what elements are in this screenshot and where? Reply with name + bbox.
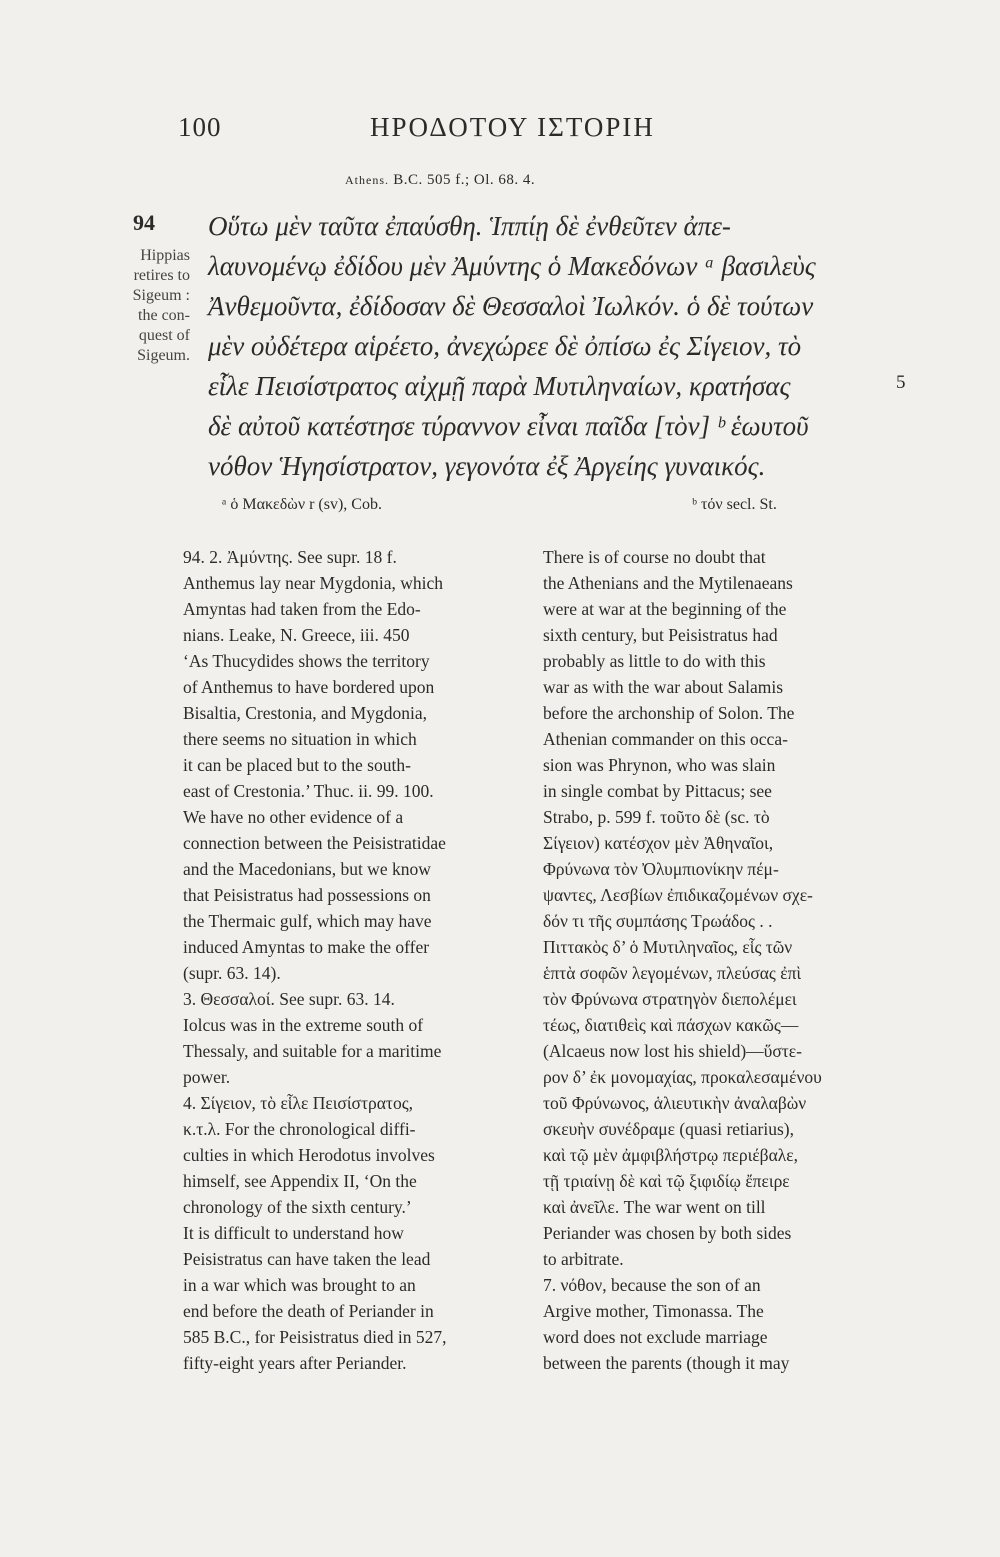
commentary-line: τοῦ Φρύνωνος, ἁλιευτικὴν ἀναλαβὼν [543,1093,807,1113]
running-head [178,112,883,152]
sidenote-line: quest of [138,327,190,344]
chapter-number: 94 [133,210,155,235]
commentary-line: ἑπτὰ σοφῶν λεγομένων, πλεύσας ἐπὶ [543,963,802,983]
apparatus-note-b: ᵇ τόν secl. St. [692,496,777,513]
commentary-line: and the Macedonians, but we know [183,859,431,879]
sidenote-line: retires to [133,267,190,284]
text-line: Οὕτω μὲν ταῦτα ἐπαύσθη. Ἱππίῃ δὲ ἐνθεῦτεν ἀπε- [208,211,731,241]
sidenote-line: the con- [138,307,190,324]
commentary-line: τῇ τριαίνῃ δὲ καὶ τῷ ξιφιδίῳ ἔπειρε [543,1171,790,1191]
commentary-line: ‘As Thucydides shows the territory [183,651,430,671]
commentary-line: Anthemus lay near Mygdonia, which [183,573,444,593]
page-number: 100 [178,112,222,142]
commentary-line: Bisaltia, Crestonia, and Mygdonia, [183,703,427,723]
line-number: 5 [896,372,906,393]
commentary-line: (Alcaeus now lost his shield)—ὕστε- [543,1041,802,1061]
commentary-line: We have no other evidence of a [183,807,404,827]
commentary-line: between the parents (though it may [543,1353,790,1373]
commentary-line: (supr. 63. 14). [183,963,281,983]
commentary-line: Strabo, p. 599 f. τοῦτο δὲ (sc. τὸ [543,807,770,827]
commentary-line: sion was Phrynon, who was slain [543,755,776,775]
text-line: εἷλε Πεισίστρατος αἰχμῇ παρὰ Μυτιληναίων, κρατήσας [208,371,791,401]
commentary-line: Iolcus was in the extreme south of [183,1015,424,1035]
commentary-line: fifty-eight years after Periander. [183,1353,407,1373]
commentary-line: τὸν Φρύνωνα στρατηγὸν διεπολέμει [543,989,797,1009]
commentary-line: ρον δ’ ἐκ μονομαχίας, προκαλεσαμένου [543,1067,822,1087]
commentary-line: Πιττακὸς δ’ ὁ Μυτιληναῖος, εἷς τῶν [543,937,793,957]
commentary-line: There is of course no doubt that [543,547,766,567]
sidenote-line: Sigeum. [137,347,190,364]
sidenote [112,246,190,366]
commentary-line: κ.τ.λ. For the chronological diffi- [183,1119,416,1139]
commentary-line: connection between the Peisistratidae [183,833,446,853]
text-line: δὲ αὐτοῦ κατέστησε τύραννον εἶναι παῖδα [τὸν] ᵇ ἑωυτοῦ [208,411,809,441]
commentary-line: in single combat by Pittacus; see [543,781,772,801]
apparatus-note-a: ᵃ ὁ Μακεδὼν r (sv), Cob. [222,496,382,513]
commentary-line: himself, see Appendix II, ‘On the [183,1171,417,1191]
commentary-line: it can be placed but to the south- [183,755,411,775]
commentary-line: 94. 2. Ἀμύντης. See supr. 18 f. [183,547,397,567]
commentary-line: to arbitrate. [543,1249,624,1269]
commentary-line: chronology of the sixth century.’ [183,1197,412,1217]
commentary-line: 4. Σίγειον, τὸ εἷλε Πεισίστρατος, [183,1093,414,1113]
commentary-line: Peisistratus can have taken the lead [183,1249,431,1269]
commentary-line: nians. Leake, N. Greece, iii. 450 [183,625,410,645]
sidenote-line: Sigeum : [132,287,190,304]
commentary-right-column [543,544,879,1376]
commentary-line: power. [183,1067,231,1087]
commentary-line: Athenian commander on this occa- [543,729,788,749]
main-greek-text [208,206,908,486]
commentary-line: were at war at the beginning of the [543,599,787,619]
sidenote-line: Hippias [140,247,190,264]
commentary-line: Argive mother, Timonassa. The [543,1301,764,1321]
commentary-line: τέως, διατιθεὶς καὶ πάσχων κακῶς— [543,1015,799,1035]
commentary-line: It is difficult to understand how [183,1223,404,1243]
commentary-line: east of Crestonia.’ Thuc. ii. 99. 100. [183,781,434,801]
commentary-line: 585 B.C., for Peisistratus died in 527, [183,1327,447,1347]
commentary-line: Amyntas had taken from the Edo- [183,599,421,619]
commentary-line: καὶ τῷ μὲν ἀμφιβλήστρῳ περιέβαλε, [543,1145,798,1165]
commentary-line: σκευὴν συνέδραμε (quasi retiarius), [543,1119,794,1139]
commentary-line: induced Amyntas to make the offer [183,937,430,957]
apparatus-criticus [178,496,883,526]
commentary-line: Φρύνωνα τὸν Ὀλυμπιονίκην πέμ- [543,859,779,879]
commentary-line: sixth century, but Peisistratus had [543,625,778,645]
commentary-line: ψαντες, Λεσβίων ἐπιδικαζομένων σχε- [543,885,813,905]
commentary-line: before the archonship of Solon. The [543,703,795,723]
commentary-line: the Athenians and the Mytilenaeans [543,573,793,593]
commentary-line: Thessaly, and suitable for a maritime [183,1041,442,1061]
running-title: ΗΡΟΔΟΤΟΥ ΙΣΤΟΡΙΗ [370,112,655,142]
commentary-line: that Peisistratus had possessions on [183,885,431,905]
text-line: νόθον Ἡγησίστρατον, γεγονότα ἐξ Ἀργείης γυναικός. [208,451,766,481]
commentary-line: the Thermaic gulf, which may have [183,911,432,931]
commentary-line: 7. νόθον, because the son of an [543,1275,761,1295]
commentary-line: in a war which was brought to an [183,1275,416,1295]
date-place: Athens. [345,173,389,187]
commentary-line: of Anthemus to have bordered upon [183,677,435,697]
commentary-line: end before the death of Periander in [183,1301,434,1321]
commentary-line: there seems no situation in which [183,729,417,749]
commentary-line: καὶ ἀνεῖλε. The war went on till [543,1197,766,1217]
text-line: λαυνομένῳ ἐδίδου μὲν Ἀμύντης ὁ Μακεδόνων ᵃ βασιλεὺς [208,251,816,281]
commentary-line: 3. Θεσσαλοί. See supr. 63. 14. [183,989,395,1009]
commentary-line: Σίγειον) κατέσχον μὲν Ἀθηναῖοι, [543,833,774,853]
commentary-line: probably as little to do with this [543,651,766,671]
date-value: B.C. 505 f.; Ol. 68. 4. [393,172,536,188]
text-line: μὲν οὐδέτερα αἱρέετο, ἀνεχώρεε δὲ ὀπίσω ἐς Σίγειον, τὸ [208,331,802,361]
commentary-left-column [183,544,513,1376]
text-line: Ἀνθεμοῦντα, ἐδίδοσαν δὲ Θεσσαλοὶ Ἰωλκόν. ὁ δὲ τούτων [208,291,814,321]
commentary-line: Periander was chosen by both sides [543,1223,792,1243]
commentary-line: δόν τι τῆς συμπάσης Τρωάδος . . [543,911,773,931]
commentary-line: word does not exclude marriage [543,1327,768,1347]
date-line [345,172,535,189]
commentary-line: war as with the war about Salamis [543,677,784,697]
commentary-line: culties in which Herodotus involves [183,1145,435,1165]
